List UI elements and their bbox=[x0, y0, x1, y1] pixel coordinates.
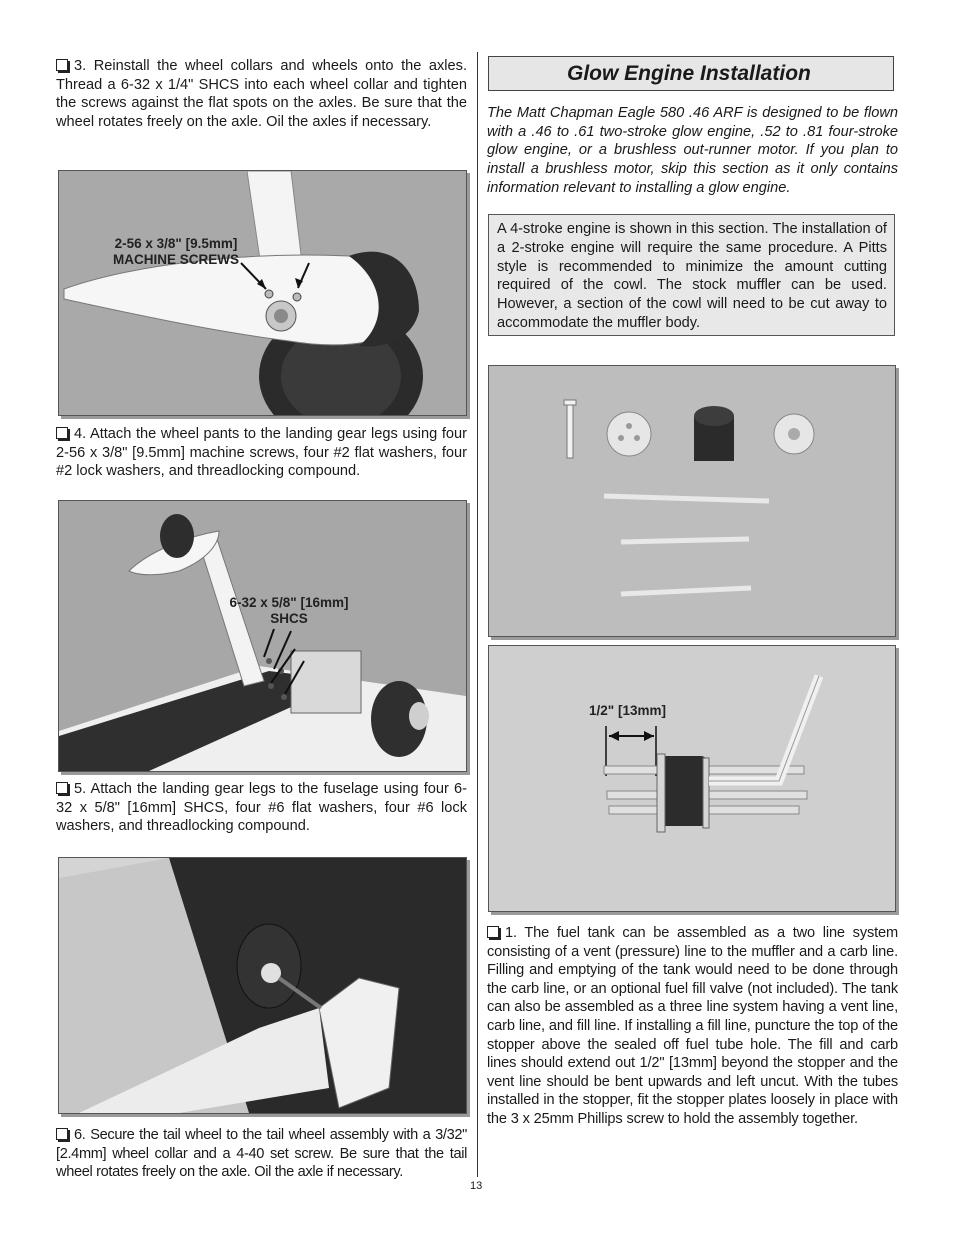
section-intro: The Matt Chapman Eagle 580 .46 ARF is designed to be flown with a .46 to .61 two-stroke glow engine, .52 to .81 four-stroke glow engine, or a brushless out-runner motor. If you plan to install a brushless motor, skip this section as it only contains information relevant to installing a glow engine. bbox=[487, 105, 898, 196]
callout-half-inch: 1/2" [13mm] bbox=[589, 703, 666, 718]
step-6-text: 6. Secure the tail wheel to the tail wheel assembly with a 3/32" [2.4mm] wheel collar and a 4-40 set screw. Be sure that the tail wheel rotates freely on the axle. Oil the axle if necessary. bbox=[56, 1127, 467, 1181]
photo-landing-gear-screws bbox=[58, 500, 467, 772]
checkbox-step-6[interactable] bbox=[56, 1128, 68, 1140]
checkbox-step-3[interactable] bbox=[56, 59, 68, 71]
section-title: Glow Engine Installation bbox=[567, 62, 811, 85]
photo-stopper-assembly bbox=[488, 645, 896, 912]
step-5-text: 5. Attach the landing gear legs to the fuselage using four 6-32 x 5/8" [16mm] SHCS, four #6 flat washers, four #6 lock washers, and threadlocking compound. bbox=[56, 781, 467, 835]
step-1-text: 1. The fuel tank can be assembled as a two line system consisting of a vent (pressure) line to the muffler and a carb line. Filling and emptying of the tank would need to be done through the carb line, or an optional fuel fill valve (not included). The tank can also be assembled as a three line system having a vent line, carb line, and fill line. If installing a fill line, puncture the top of the stopper above the sealed off fuel tube hole. The fill and carb lines should extend out 1/2" [13mm] beyond the stopper and the vent line should be bent upwards and left uncut. With the tubes installed in the stopper, fit the stopper plates loosely in place with the 3 x 25mm Phillips screw to hold the assembly together. bbox=[487, 925, 898, 1127]
note-text: A 4-stroke engine is shown in this section. The installation of a 2-stroke engine will require the same procedure. A Pitts style is recommended to minimize the amount cutting required of the cowl. The stock muffler can be used. However, a section of the cowl will need to be cut away to accommodate the muffler body. bbox=[497, 221, 887, 331]
callout-shcs: 6-32 x 5/8" [16mm] SHCS bbox=[229, 595, 349, 626]
checkbox-step-4[interactable] bbox=[56, 427, 68, 439]
note-box bbox=[488, 214, 895, 336]
callout-machine-screws: 2-56 x 3/8" [9.5mm] MACHINE SCREWS bbox=[112, 236, 239, 267]
checkbox-step-1[interactable] bbox=[487, 926, 499, 938]
column-divider bbox=[477, 52, 478, 1177]
page-number: 13 bbox=[470, 1180, 483, 1192]
step-4-text: 4. Attach the wheel pants to the landing gear legs using four 2-56 x 3/8" [9.5mm] machine screws, four #2 flat washers, four #2 lock washers, and threadlocking compound. bbox=[56, 426, 467, 480]
photo-wheel-pant-screws bbox=[58, 170, 467, 416]
step-3-text: 3. Reinstall the wheel collars and wheels onto the axles. Thread a 6-32 x 1/4" SHCS into each wheel collar and tighten the screws against the flat spots on the axles. Be sure that the wheel rotates freely on the axle. Oil the axles if necessary. bbox=[56, 58, 467, 130]
checkbox-step-5[interactable] bbox=[56, 782, 68, 794]
photo-fuel-tank-parts bbox=[488, 365, 896, 637]
section-title-box bbox=[488, 56, 894, 91]
photo-tail-wheel bbox=[58, 857, 467, 1114]
